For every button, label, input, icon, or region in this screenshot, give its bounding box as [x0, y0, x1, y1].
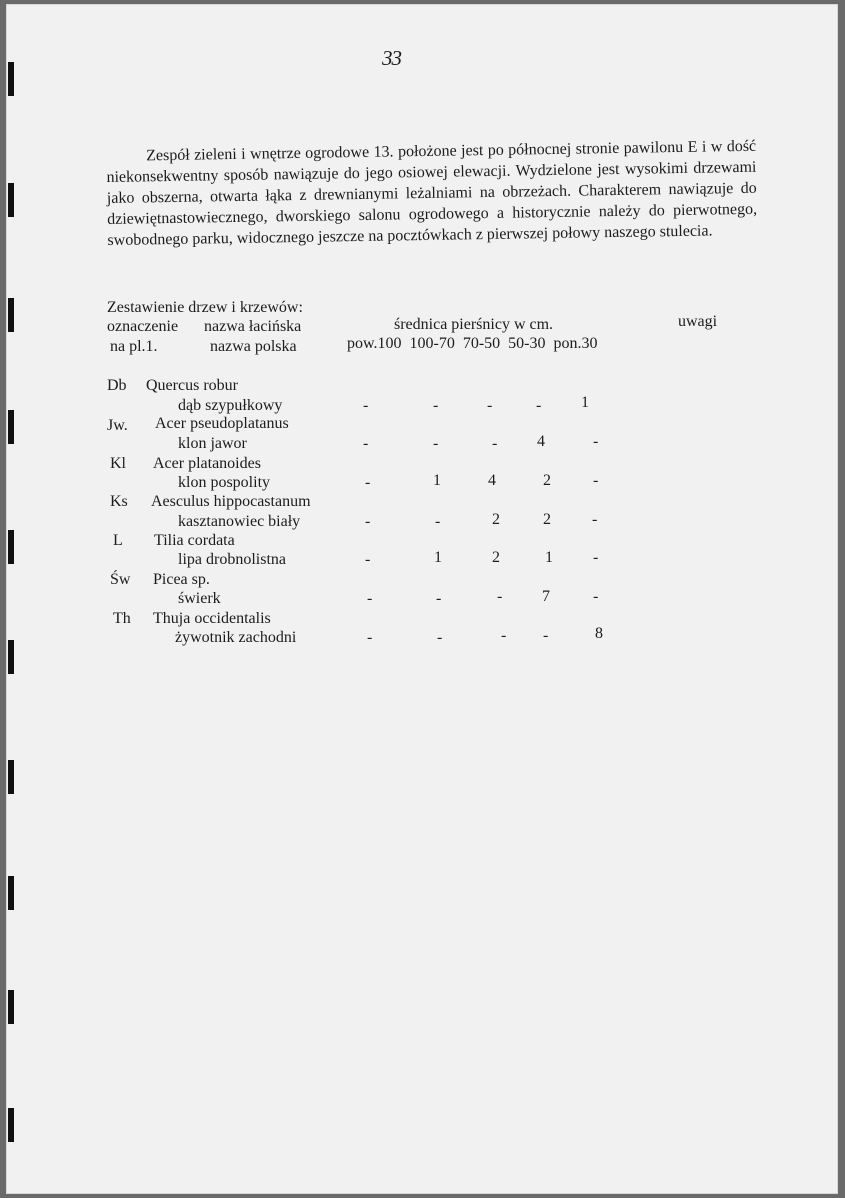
count-over-100: -: [365, 551, 371, 568]
count-100-70: -: [435, 513, 441, 530]
count-100-70: 1: [434, 549, 442, 566]
page-number: 33: [382, 46, 401, 70]
latin-name: Thuja occidentalis: [153, 610, 271, 627]
count-under-30: -: [593, 433, 599, 450]
latin-name: Quercus robur: [146, 377, 238, 394]
count-50-30: 7: [542, 588, 550, 605]
polish-name: lipa drobnolistna: [178, 551, 286, 568]
count-over-100: -: [367, 590, 373, 607]
count-100-70: -: [433, 435, 439, 452]
latin-name: Picea sp.: [153, 571, 210, 588]
latin-name: Aesculus hippocastanum: [151, 493, 311, 510]
species-code: Jw.: [107, 417, 128, 434]
count-under-30: 8: [595, 625, 603, 642]
polish-name: klon pospolity: [178, 474, 271, 491]
header-designation-line2: na pl.1.: [110, 338, 158, 355]
count-70-50: -: [492, 435, 498, 452]
count-under-30: -: [593, 549, 599, 566]
table-title: Zestawienie drzew i krzewów:: [107, 299, 303, 316]
count-under-30: 1: [581, 394, 589, 411]
latin-name: Acer pseudoplatanus: [155, 415, 289, 432]
species-code: Db: [107, 377, 127, 394]
count-100-70: -: [436, 590, 442, 607]
count-100-70: -: [433, 397, 439, 414]
count-70-50: -: [501, 627, 507, 644]
count-over-100: -: [365, 474, 371, 491]
species-code: Św: [110, 571, 131, 588]
count-50-30: 2: [543, 472, 551, 489]
header-diameter-title: średnica pierśnicy w cm.: [394, 316, 554, 333]
count-100-70: 1: [433, 472, 441, 489]
count-100-70: -: [437, 629, 443, 646]
header-remarks: uwagi: [678, 313, 718, 330]
intro-paragraph: Zespół zieleni i wnętrze ogrodowe 13. położone jest po północnej stronie pawilonu E i w dość niekonsekwentny sposób nawiązuje do jego osiowej elewacji. Wydzielone jest wysokimi drzewami jako obszerna, otwarta łąka z drewnianymi leżalniami na obrzeżach. Charakterem nawiązuje do dziewiętnastowiecznego, dworskiego salonu ogrodowego a historycznie należy do pierwotnego, swobodnego parku, widocznego jeszcze na pocztówkach z pierwszej połowy naszego stulecia.: [106, 137, 758, 249]
polish-name: klon jawor: [178, 435, 247, 452]
polish-name: kasztanowiec biały: [178, 513, 301, 530]
latin-name: Acer platanoides: [153, 455, 261, 472]
count-50-30: 1: [545, 549, 553, 566]
count-over-100: -: [363, 397, 369, 414]
header-designation-line1: oznaczenie: [107, 318, 179, 335]
header-latin-name: nazwa łacińska: [204, 318, 302, 335]
count-under-30: -: [593, 472, 599, 489]
count-50-30: 2: [543, 511, 551, 528]
polish-name: żywotnik zachodni: [175, 629, 297, 646]
count-over-100: -: [367, 629, 373, 646]
header-diameter-ranges: pow.100 100-70 70-50 50-30 pon.30: [347, 335, 598, 352]
count-70-50: -: [487, 397, 493, 414]
latin-name: Tilia cordata: [154, 532, 235, 549]
count-70-50: -: [497, 588, 503, 605]
header-polish-name: nazwa polska: [210, 338, 297, 355]
count-50-30: -: [543, 627, 549, 644]
count-under-30: -: [592, 511, 598, 528]
count-70-50: 2: [492, 549, 500, 566]
polish-name: dąb szypułkowy: [178, 397, 283, 414]
count-70-50: 4: [488, 472, 496, 489]
species-code: Th: [113, 610, 131, 627]
polish-name: świerk: [178, 590, 221, 607]
count-70-50: 2: [492, 511, 500, 528]
count-under-30: -: [593, 588, 599, 605]
count-50-30: -: [536, 397, 542, 414]
species-code: Kl: [110, 455, 126, 472]
species-code: Ks: [110, 493, 128, 510]
count-over-100: -: [365, 513, 371, 530]
species-code: L: [113, 532, 123, 549]
count-50-30: 4: [537, 433, 545, 450]
count-over-100: -: [363, 435, 369, 452]
